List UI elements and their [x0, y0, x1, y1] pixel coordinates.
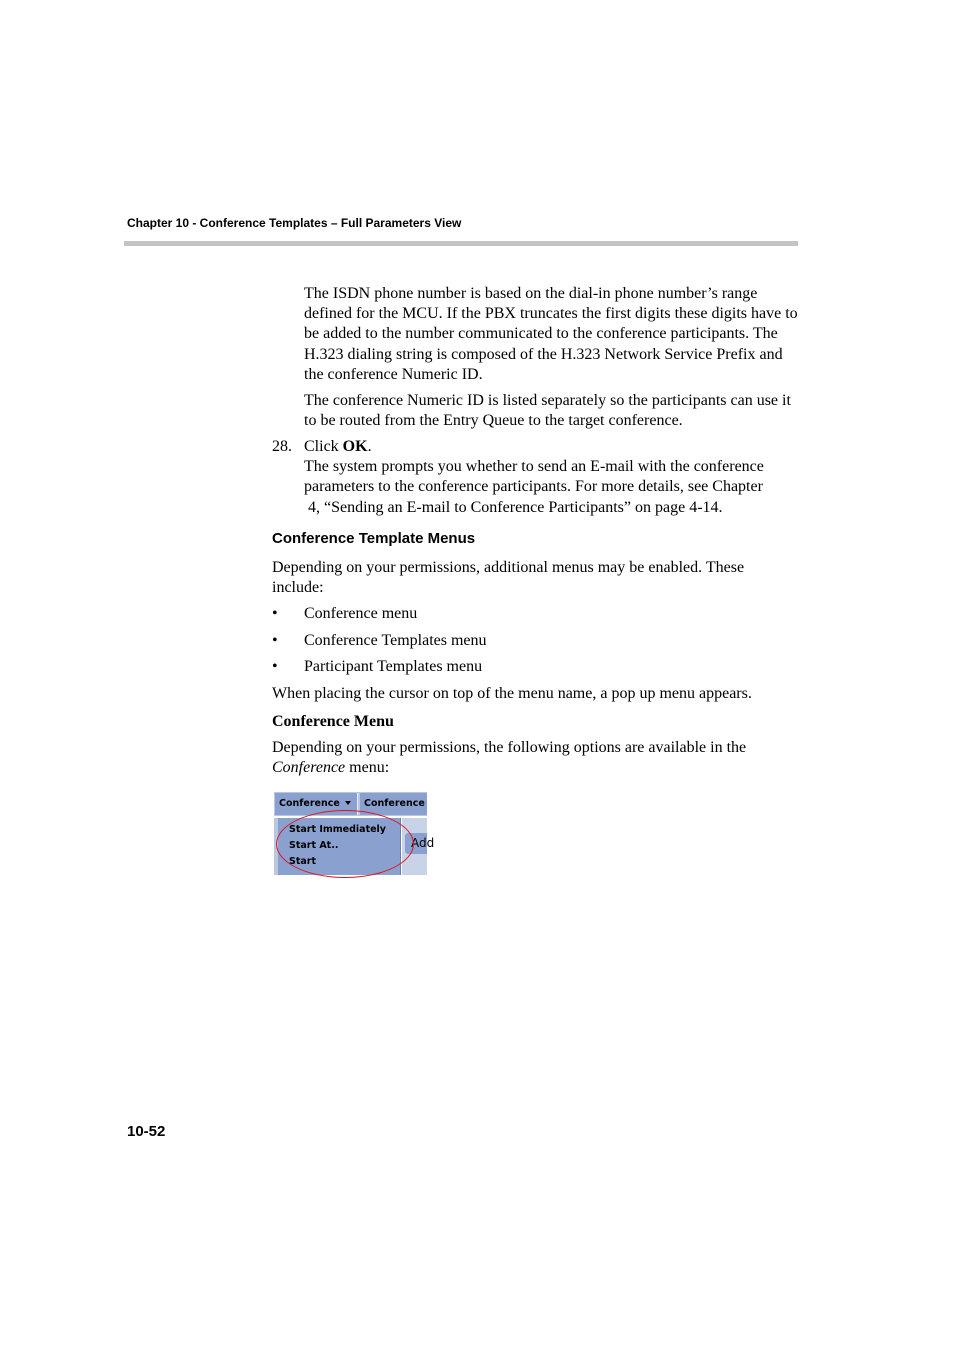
header-rule: [124, 241, 798, 246]
highlight-ellipse: [276, 810, 414, 878]
bullet-item: Conference Templates menu: [304, 632, 487, 649]
isdn-paragraph: The ISDN phone number is based on the dial-in phone number’s range defined for the MCU. If the PBX truncates the first digits these digits have to be added to the number communicated to the conference participants. The H.323 dialing string is composed of the H.323 Network Service Prefix and the conference Numeric ID.: [304, 285, 798, 383]
step-line-2: parameters to the conference participants. For more details, see Chapter: [304, 478, 763, 496]
step-number: 28.: [272, 438, 292, 455]
intro-tail: menu:: [345, 759, 390, 777]
bullet-mark: •: [272, 605, 278, 622]
page-number: 10-52: [127, 1123, 166, 1140]
step-suffix: .: [367, 438, 372, 455]
bullet-mark: •: [272, 658, 278, 675]
conference-menu-screenshot: [274, 792, 435, 875]
caret-down-icon: [345, 801, 351, 805]
subsection-heading: Conference Menu: [272, 713, 394, 730]
ok-label: OK: [342, 438, 368, 455]
add-button[interactable]: Add: [405, 833, 427, 854]
bullet-mark: •: [272, 632, 278, 649]
start-immediately-item[interactable]: Start Immediately: [289, 824, 387, 835]
intro-text: Depending on your permissions, the following options are available in the: [272, 739, 747, 756]
chapter-header: Chapter 10 - Conference Templates – Full Parameters View: [127, 216, 462, 230]
start-at-item[interactable]: Start At..: [289, 840, 339, 851]
step-28: [304, 437, 799, 518]
subsection-intro: [272, 738, 802, 778]
menu-tab-label: Conference: [364, 798, 425, 809]
step-line-3: 4, “Sending an E-mail to Conference Participants” on page 4-14.: [304, 498, 723, 516]
section-heading: Conference Template Menus: [272, 530, 476, 547]
bullet-item: Participant Templates menu: [304, 658, 483, 675]
intro-italic: Conference: [272, 759, 346, 777]
cursor-note: When placing the cursor on top of the menu name, a pop up menu appears.: [272, 685, 752, 702]
bullet-item: Conference menu: [304, 605, 418, 622]
menu-tab-label: Conference: [279, 798, 340, 809]
numeric-id-paragraph: The conference Numeric ID is listed separately so the participants can use it to be routed from the Entry Queue to the target conference.: [304, 392, 791, 430]
section-intro: Depending on your permissions, additional menus may be enabled. These include:: [272, 559, 745, 597]
start-item[interactable]: Start: [289, 856, 317, 867]
step-prefix: Click: [304, 438, 343, 455]
step-line-1: The system prompts you whether to send an E-mail with the conference: [304, 458, 764, 476]
